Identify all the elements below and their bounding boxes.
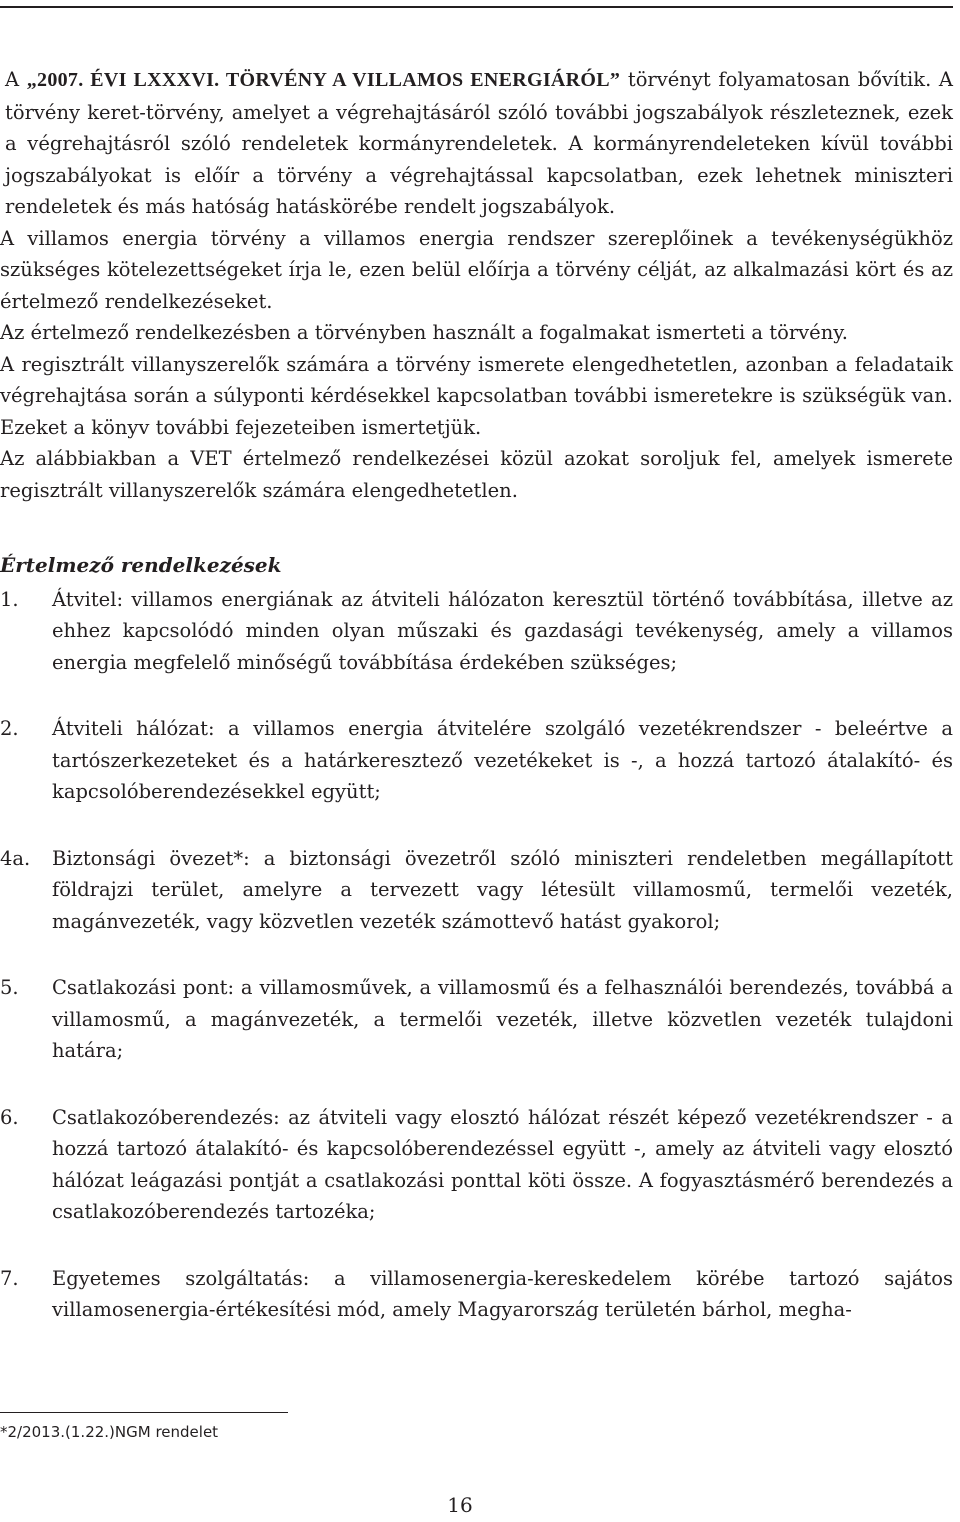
definition-text: Csatlakozási pont: a villamosművek, a villamosmű és a felhasználói berendezés, továbbá a villamosmű, a magánvezeték, a termelői vezeték, illetve közvetlen vezeték tulajdoni határa; xyxy=(52,976,953,1062)
definition-number: 2. xyxy=(0,717,19,740)
page-number: 16 xyxy=(447,1493,473,1517)
definition-text: Átviteli hálózat: a villamos energia átvitelére szolgáló vezetékrendszer - beleértve a tartószerkezeteket és a határkeresztező vezetékeket is -, a hozzá tartozó átalakító- és kapcsolóberendezésekkel együtt; xyxy=(52,717,953,803)
definition-item xyxy=(0,1263,953,1326)
page-body xyxy=(0,64,953,1361)
top-rule xyxy=(0,6,953,8)
definition-number: 1. xyxy=(0,587,19,611)
definition-item xyxy=(0,843,953,938)
definition-item xyxy=(0,584,953,679)
law-title: „2007. ÉVI LXXXVI. TÖRVÉNY A VILLAMOS ENERGIÁRÓL” xyxy=(26,69,621,91)
definition-item xyxy=(0,972,953,1067)
definition-number: 5. xyxy=(0,976,19,999)
paragraph-electricians: A regisztrált villanyszerelők számára a törvény ismerete elengedhetetlen, azonban a feladataik végrehajtása során a súlyponti kérdésekkel kapcsolatban további ismeretekre is szükségük van. Ezeket a könyv további fejezeteiben ismertetjük. xyxy=(0,352,953,439)
definition-number: 7. xyxy=(0,1266,19,1290)
footnote: *2/2013.(1.22.)NGM rendelet xyxy=(0,1423,219,1441)
definition-text: Átvitel: villamos energiának az átviteli hálózaton keresztül történő továbbítása, illetve az ehhez kapcsolódó minden olyan műszaki és gazdasági tevékenység, amely a villamos energia megfelelő minőségű továbbítása érdekében szükséges; xyxy=(52,587,953,674)
intro-prefix: A xyxy=(5,68,27,91)
section-heading: Értelmező rendelkezések xyxy=(0,553,282,577)
definition-text: Csatlakozóberendezés: az átviteli vagy elosztó hálózat részét képező vezetékrendszer - a hozzá tartozó átalakító- és kapcsolóberendezéssel együtt -, amely az átviteli vagy elosztó hálózat leágazási pontját a csatlakozási ponttal köti össze. A fogyasztásmérő berendezés a csatlakozóberendezés tartozéka; xyxy=(52,1105,953,1223)
paragraph-definitions-intro: Az értelmező rendelkezésben a törvényben használt a fogalmakat ismerteti a törvény. xyxy=(0,321,848,344)
definition-number: 6. xyxy=(0,1105,19,1129)
paragraph-list-intro: Az alábbiakban a VET értelmező rendelkezései közül azokat soroljuk fel, amelyek ismerete regisztrált villanyszerelők számára elengedhetetlen. xyxy=(0,447,953,502)
definition-item xyxy=(0,713,953,808)
definition-text: Egyetemes szolgáltatás: a villamosenergia-kereskedelem körébe tartozó sajátos villamosenergia-értékesítési mód, amely Magyarország területén bárhol, megha- xyxy=(52,1266,953,1321)
definition-list xyxy=(0,584,953,1326)
intro-paragraph xyxy=(0,64,953,223)
footnote-rule xyxy=(0,1412,288,1413)
paragraph-scope: A villamos energia törvény a villamos energia rendszer szereplőinek a tevékenységükhöz szükséges kötelezettségeket írja le, ezen belül előírja a törvény célját, az alkalmazási kört és az értelmező rendelkezéseket. xyxy=(0,226,953,313)
definition-text: Biztonsági övezet*: a biztonsági övezetről szóló miniszteri rendeletben megállapított földrajzi terület, amelyre a tervezett vagy létesült villamosmű, termelői vezeték, magánvezeték, vagy közvetlen vezeték számottevő hatást gyakorol; xyxy=(52,846,953,933)
definition-item xyxy=(0,1102,953,1228)
definition-number: 4a. xyxy=(0,846,31,870)
intro-text: törvényt folyamatosan bővítik. A törvény keret-törvény, amelyet a végrehajtásáról szóló további jogszabályok részleteznek, ezek a végrehajtásról szóló rendeletek kormányrendeletek. A kormányrendeleteken kívül további jogszabályokat is előír a törvény a végrehajtással kapcsolatban, ezek lehetnek miniszteri rendeletek és más hatóság hatáskörébe rendelt jogszabályok. xyxy=(5,68,954,218)
